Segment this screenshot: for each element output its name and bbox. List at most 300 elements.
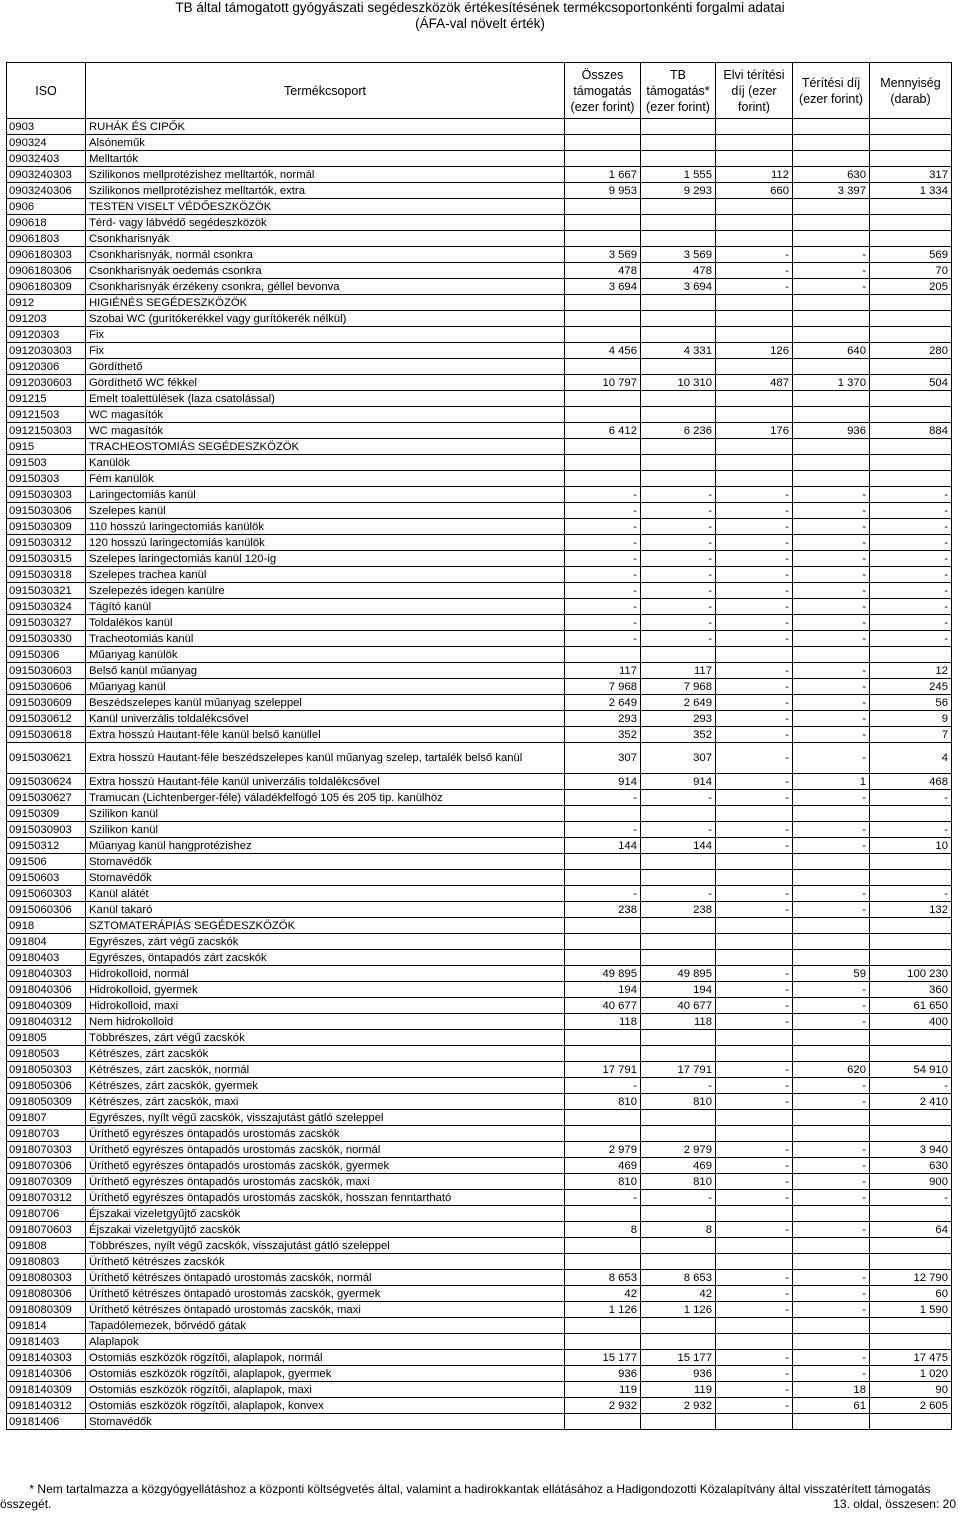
tb-support-cell: 17 791 [641,1062,716,1078]
total-support-cell: 2 649 [565,695,641,711]
tb-support-cell: 118 [641,1014,716,1030]
fee-cell: 640 [793,343,870,359]
quantity-cell: 132 [870,902,952,918]
total-support-cell [565,455,641,471]
quantity-cell: 17 475 [870,1350,952,1366]
tb-support-cell: 4 331 [641,343,716,359]
iso-code-cell: 0915060303 [7,886,86,902]
table-row [7,1254,952,1270]
page-title: TB által támogatott gyógyászati segédeszközök értékesítésének termékcsoportonkénti forgalmi adatai [175,0,785,15]
nominal-fee-cell: - [716,966,793,982]
tb-support-cell [641,391,716,407]
quantity-cell: 54 910 [870,1062,952,1078]
quantity-cell: 205 [870,279,952,295]
total-support-cell: 352 [565,727,641,743]
tb-support-cell [641,1030,716,1046]
total-support-cell: 4 456 [565,343,641,359]
quantity-cell: 60 [870,1286,952,1302]
product-group-cell: Többrészes, zárt végű zacskók [86,1030,565,1046]
iso-code-cell: 0915030318 [7,567,86,583]
total-support-cell [565,295,641,311]
nominal-fee-cell [716,1238,793,1254]
quantity-cell [870,327,952,343]
iso-code-cell: 09180706 [7,1206,86,1222]
total-support-cell: 936 [565,1366,641,1382]
tb-support-cell: 1 126 [641,1302,716,1318]
iso-code-cell: 0918070312 [7,1190,86,1206]
quantity-cell [870,231,952,247]
total-support-cell: 49 895 [565,966,641,982]
iso-code-cell: 091503 [7,455,86,471]
product-group-cell: Extra hosszú Hautant-féle beszédszelepes kanül műanyag szelep, tartalék belső kanül [86,743,565,774]
product-group-cell: Ostomiás eszközök rögzítői, alaplapok, gyermek [86,1366,565,1382]
nominal-fee-cell: - [716,838,793,854]
page-subtitle: (ÁFA-val növelt érték) [415,16,545,31]
table-row [7,599,952,615]
tb-support-cell [641,1206,716,1222]
total-support-cell [565,854,641,870]
fee-cell: - [793,679,870,695]
product-group-cell: TESTEN VISELT VÉDŐESZKÖZÖK [86,199,565,215]
iso-code-cell: 0918050306 [7,1078,86,1094]
tb-support-cell: 3 694 [641,279,716,295]
iso-code-cell: 09150303 [7,471,86,487]
tb-support-cell: 2 932 [641,1398,716,1414]
product-group-cell: Extra hosszú Hautant-féle kanül univerzális toldalékcsővel [86,774,565,790]
tb-support-cell [641,215,716,231]
total-support-cell [565,231,641,247]
product-group-cell: Műanyag kanül [86,679,565,695]
product-group-cell: Üríthető kétrészes zacskók [86,1254,565,1270]
table-row [7,998,952,1014]
product-group-cell: Csonkharisnyák, normál csonkra [86,247,565,263]
fee-cell [793,311,870,327]
product-group-cell: TRACHEOSTOMIÁS SEGÉDESZKÖZÖK [86,439,565,455]
nominal-fee-cell [716,1334,793,1350]
fee-cell: 1 [793,774,870,790]
fee-cell: 18 [793,1382,870,1398]
nominal-fee-cell [716,1318,793,1334]
nominal-fee-cell [716,1046,793,1062]
fee-cell [793,870,870,886]
nominal-fee-cell: - [716,774,793,790]
nominal-fee-cell [716,199,793,215]
iso-code-cell: 0918070309 [7,1174,86,1190]
product-group-cell: Csonkharisnyák érzékeny csonkra, géllel bevonva [86,279,565,295]
fee-cell: - [793,263,870,279]
fee-cell [793,215,870,231]
quantity-cell [870,135,952,151]
tb-support-cell: 293 [641,711,716,727]
product-group-cell: Szobai WC (gurítókerékkel vagy gurítókerék nélkül) [86,311,565,327]
nominal-fee-cell: - [716,711,793,727]
product-group-cell: Kanül takaró [86,902,565,918]
fee-cell: - [793,599,870,615]
iso-code-cell: 09150603 [7,870,86,886]
tb-support-cell: - [641,583,716,599]
fee-cell: - [793,519,870,535]
table-row [7,982,952,998]
quantity-cell [870,455,952,471]
iso-code-cell: 0915030315 [7,551,86,567]
quantity-cell [870,1030,952,1046]
total-support-cell [565,215,641,231]
total-support-cell: 1 667 [565,167,641,183]
fee-cell: 936 [793,423,870,439]
nominal-fee-cell [716,1254,793,1270]
tb-support-cell: 8 653 [641,1270,716,1286]
tb-support-cell [641,1318,716,1334]
fee-cell: - [793,1142,870,1158]
table-row [7,1126,952,1142]
quantity-cell: - [870,822,952,838]
quantity-cell [870,1238,952,1254]
header-total-support: Összes támogatás (ezer forint) [565,63,641,119]
quantity-cell: 12 790 [870,1270,952,1286]
tb-support-cell: 7 968 [641,679,716,695]
tb-support-cell: 307 [641,743,716,774]
total-support-cell [565,950,641,966]
fee-cell: - [793,1190,870,1206]
total-support-cell [565,439,641,455]
total-support-cell: - [565,615,641,631]
table-row [7,295,952,311]
tb-support-cell: - [641,487,716,503]
total-support-cell: 7 968 [565,679,641,695]
nominal-fee-cell: - [716,998,793,1014]
table-row [7,135,952,151]
iso-code-cell: 0912 [7,295,86,311]
iso-code-cell: 0918140312 [7,1398,86,1414]
table-row [7,966,952,982]
quantity-cell: 1 334 [870,183,952,199]
product-group-cell: Egyrészes, zárt végű zacskók [86,934,565,950]
fee-cell: - [793,1222,870,1238]
iso-code-cell: 0906180303 [7,247,86,263]
quantity-cell [870,119,952,135]
quantity-cell [870,1318,952,1334]
product-group-cell: Műanyag kanülök [86,647,565,663]
total-support-cell: - [565,583,641,599]
nominal-fee-cell [716,407,793,423]
tb-support-cell [641,950,716,966]
product-group-cell: Hidrokolloid, maxi [86,998,565,1014]
nominal-fee-cell: 660 [716,183,793,199]
fee-cell [793,151,870,167]
product-group-cell: Stomavédők [86,1414,565,1430]
fee-cell: - [793,279,870,295]
nominal-fee-cell: - [716,1366,793,1382]
product-group-cell: Üríthető egyrészes öntapadós urostomás zacskók, maxi [86,1174,565,1190]
product-group-cell: Ostomiás eszközök rögzítői, alaplapok, konvex [86,1398,565,1414]
tb-support-cell: 10 310 [641,375,716,391]
tb-support-cell [641,1414,716,1430]
fee-cell: - [793,567,870,583]
fee-cell [793,647,870,663]
header-nominal-fee: Elvi térítési díj (ezer forint) [716,63,793,119]
fee-cell: - [793,1302,870,1318]
tb-support-cell [641,135,716,151]
tb-support-cell [641,1110,716,1126]
quantity-cell: 12 [870,663,952,679]
total-support-cell: 810 [565,1174,641,1190]
product-group-cell: Fix [86,327,565,343]
quantity-cell [870,806,952,822]
table-row [7,1174,952,1190]
table-row [7,391,952,407]
fee-cell: - [793,1270,870,1286]
total-support-cell: - [565,1190,641,1206]
iso-code-cell: 090618 [7,215,86,231]
iso-code-cell: 091805 [7,1030,86,1046]
product-group-cell: Kétrészes, zárt zacskók, normál [86,1062,565,1078]
iso-code-cell: 0915060306 [7,902,86,918]
total-support-cell: 10 797 [565,375,641,391]
nominal-fee-cell: - [716,247,793,263]
iso-code-cell: 09120303 [7,327,86,343]
total-support-cell: - [565,487,641,503]
fee-cell: - [793,1174,870,1190]
nominal-fee-cell [716,471,793,487]
fee-cell: - [793,487,870,503]
tb-support-cell: 119 [641,1382,716,1398]
tb-support-cell [641,870,716,886]
nominal-fee-cell: - [716,1190,793,1206]
fee-cell: - [793,615,870,631]
table-row [7,950,952,966]
tb-support-cell: - [641,535,716,551]
product-group-cell: 120 hosszú laringectomiás kanülök [86,535,565,551]
quantity-cell: 360 [870,982,952,998]
product-group-cell: Toldalékos kanül [86,615,565,631]
quantity-cell [870,295,952,311]
product-group-cell: Szilikon kanül [86,806,565,822]
table-row [7,263,952,279]
tb-support-cell: 469 [641,1158,716,1174]
product-group-cell: Emelt toalettülések (laza csatolással) [86,391,565,407]
total-support-cell [565,311,641,327]
tb-support-cell [641,918,716,934]
product-group-cell: Üríthető kétrészes öntapadó urostomás zacskók, normál [86,1270,565,1286]
table-row [7,519,952,535]
iso-code-cell: 09150312 [7,838,86,854]
total-support-cell: 42 [565,1286,641,1302]
table-row [7,503,952,519]
header-iso: ISO [7,63,86,119]
nominal-fee-cell: - [716,679,793,695]
total-support-cell [565,327,641,343]
quantity-cell: 64 [870,1222,952,1238]
table-row [7,1286,952,1302]
iso-code-cell: 0915 [7,439,86,455]
table-row [7,838,952,854]
tb-support-cell: 936 [641,1366,716,1382]
nominal-fee-cell: - [716,1382,793,1398]
total-support-cell [565,1414,641,1430]
iso-code-cell: 091203 [7,311,86,327]
tb-support-cell: - [641,822,716,838]
iso-code-cell: 0903240303 [7,167,86,183]
table-row [7,918,952,934]
tb-support-cell: 15 177 [641,1350,716,1366]
table-row [7,1014,952,1030]
table-row [7,183,952,199]
total-support-cell [565,1046,641,1062]
nominal-fee-cell: - [716,599,793,615]
total-support-cell: 40 677 [565,998,641,1014]
total-support-cell: - [565,631,641,647]
iso-code-cell: 0915030609 [7,695,86,711]
fee-cell [793,1318,870,1334]
table-row [7,727,952,743]
table-row [7,1414,952,1430]
total-support-cell: 3 569 [565,247,641,263]
iso-code-cell: 0912030603 [7,375,86,391]
quantity-cell: 9 [870,711,952,727]
fee-cell [793,1334,870,1350]
tb-support-cell [641,311,716,327]
tb-support-cell [641,439,716,455]
iso-code-cell: 0915030330 [7,631,86,647]
nominal-fee-cell: - [716,535,793,551]
tb-support-cell [641,455,716,471]
iso-code-cell: 0918140303 [7,1350,86,1366]
product-group-cell: Alsóneműk [86,135,565,151]
table-row [7,167,952,183]
product-group-cell: Hidrokolloid, gyermek [86,982,565,998]
nominal-fee-cell [716,1110,793,1126]
quantity-cell [870,1254,952,1270]
total-support-cell: 2 932 [565,1398,641,1414]
nominal-fee-cell [716,215,793,231]
fee-cell [793,359,870,375]
quantity-cell: - [870,503,952,519]
quantity-cell: 2 410 [870,1094,952,1110]
nominal-fee-cell: 126 [716,343,793,359]
fee-cell: - [793,535,870,551]
table-row [7,711,952,727]
product-group-cell: Kanül alátét [86,886,565,902]
product-group-cell: Tramucan (Lichtenberger-féle) váladékfelfogó 105 és 205 tip. kanülhöz [86,790,565,806]
fee-cell: 59 [793,966,870,982]
fee-cell [793,1110,870,1126]
quantity-cell: - [870,631,952,647]
quantity-cell: 400 [870,1014,952,1030]
quantity-cell [870,1334,952,1350]
total-support-cell [565,1238,641,1254]
total-support-cell [565,391,641,407]
nominal-fee-cell: - [716,551,793,567]
nominal-fee-cell [716,455,793,471]
table-row [7,631,952,647]
iso-code-cell: 09180503 [7,1046,86,1062]
product-group-cell: Üríthető egyrészes öntapadós urostomás zacskók, gyermek [86,1158,565,1174]
iso-code-cell: 0918 [7,918,86,934]
quantity-cell: 90 [870,1382,952,1398]
tb-support-cell: 1 555 [641,167,716,183]
fee-cell: - [793,1014,870,1030]
table-row [7,886,952,902]
fee-cell: - [793,663,870,679]
table-row [7,934,952,950]
fee-cell [793,1206,870,1222]
quantity-cell: 2 605 [870,1398,952,1414]
sales-table [6,62,952,1430]
total-support-cell: - [565,1078,641,1094]
fee-cell: - [793,822,870,838]
tb-support-cell [641,151,716,167]
fee-cell: 630 [793,167,870,183]
total-support-cell: 118 [565,1014,641,1030]
total-support-cell [565,407,641,423]
quantity-cell [870,407,952,423]
table-row [7,902,952,918]
product-group-cell: Tapadólemezek, bőrvédő gátak [86,1318,565,1334]
quantity-cell: 884 [870,423,952,439]
nominal-fee-cell [716,439,793,455]
tb-support-cell: - [641,1190,716,1206]
fee-cell: - [793,743,870,774]
quantity-cell [870,151,952,167]
product-group-cell: Ostomiás eszközök rögzítői, alaplapok, normál [86,1350,565,1366]
quantity-cell: - [870,1190,952,1206]
iso-code-cell: 0912030303 [7,343,86,359]
nominal-fee-cell: - [716,1062,793,1078]
fee-cell [793,231,870,247]
quantity-cell [870,471,952,487]
nominal-fee-cell: - [716,567,793,583]
tb-support-cell [641,934,716,950]
quantity-cell: 56 [870,695,952,711]
nominal-fee-cell: - [716,663,793,679]
fee-cell: 1 370 [793,375,870,391]
header-quantity: Mennyiség (darab) [870,63,952,119]
fee-cell [793,806,870,822]
quantity-cell: 630 [870,1158,952,1174]
iso-code-cell: 0918040306 [7,982,86,998]
fee-cell [793,135,870,151]
product-group-cell: Nem hidrokolloid [86,1014,565,1030]
total-support-cell [565,199,641,215]
table-row [7,695,952,711]
fee-cell [793,918,870,934]
total-support-cell: - [565,567,641,583]
iso-code-cell: 0915030627 [7,790,86,806]
product-group-cell: Éjszakai vizeletgyűjtő zacskók [86,1222,565,1238]
nominal-fee-cell: - [716,822,793,838]
table-row [7,279,952,295]
iso-code-cell: 09181403 [7,1334,86,1350]
table-row [7,1062,952,1078]
quantity-cell: 245 [870,679,952,695]
product-group-cell: Kétrészes, zárt zacskók, maxi [86,1094,565,1110]
header-product-group: Termékcsoport [86,63,565,119]
tb-support-cell: 6 236 [641,423,716,439]
product-group-cell: Tágító kanül [86,599,565,615]
fee-cell: - [793,727,870,743]
tb-support-cell [641,854,716,870]
total-support-cell [565,806,641,822]
iso-code-cell: 0915030612 [7,711,86,727]
tb-support-cell [641,359,716,375]
nominal-fee-cell [716,1206,793,1222]
nominal-fee-cell: - [716,982,793,998]
product-group-cell: WC magasítók [86,423,565,439]
nominal-fee-cell: - [716,503,793,519]
iso-code-cell: 0906180306 [7,263,86,279]
table-row [7,199,952,215]
table-row [7,375,952,391]
